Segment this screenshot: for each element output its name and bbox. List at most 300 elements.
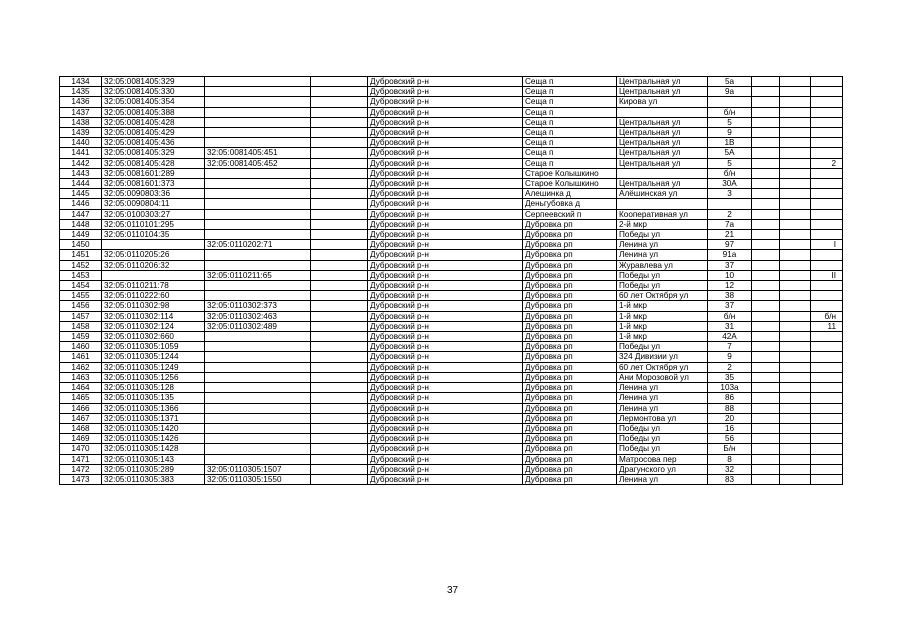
street-cell: Победы ул xyxy=(617,434,708,444)
col-9-cell xyxy=(752,281,780,291)
row-number-cell: 1454 xyxy=(60,281,102,291)
building-note-cell xyxy=(811,138,843,148)
table-row xyxy=(60,464,843,474)
house-number-cell: 9 xyxy=(708,352,752,362)
settlement-cell: Дубровка рп xyxy=(523,311,617,321)
district-cell: Дубровский р-н xyxy=(368,311,523,321)
empty-col-cell xyxy=(311,240,368,250)
cadastral-number-cell: 32:05:0081405:329 xyxy=(102,77,205,87)
empty-col-cell xyxy=(311,148,368,158)
cadastral-number-cell: 32:05:0081405:330 xyxy=(102,87,205,97)
table-row xyxy=(60,393,843,403)
street-cell: Победы ул xyxy=(617,423,708,433)
row-number-cell: 1434 xyxy=(60,77,102,87)
row-number-cell: 1450 xyxy=(60,240,102,250)
col-10-cell xyxy=(780,342,811,352)
linked-number-cell: 32:05:0110202:71 xyxy=(205,240,311,250)
table-row xyxy=(60,240,843,250)
district-cell: Дубровский р-н xyxy=(368,148,523,158)
row-number-cell: 1448 xyxy=(60,219,102,229)
settlement-cell: Дубровка рп xyxy=(523,270,617,280)
linked-number-cell xyxy=(205,97,311,107)
settlement-cell: Дубровка рп xyxy=(523,230,617,240)
col-9-cell xyxy=(752,240,780,250)
col-9-cell xyxy=(752,383,780,393)
table-row xyxy=(60,434,843,444)
house-number-cell: 103а xyxy=(708,383,752,393)
row-number-cell: 1461 xyxy=(60,352,102,362)
col-9-cell xyxy=(752,332,780,342)
cadastral-number-cell: 32:05:0081405:428 xyxy=(102,158,205,168)
settlement-cell: Дубровка рп xyxy=(523,321,617,331)
col-9-cell xyxy=(752,270,780,280)
col-10-cell xyxy=(780,240,811,250)
linked-number-cell xyxy=(205,199,311,209)
col-9-cell xyxy=(752,138,780,148)
empty-col-cell xyxy=(311,291,368,301)
row-number-cell: 1440 xyxy=(60,138,102,148)
col-10-cell xyxy=(780,158,811,168)
linked-number-cell: 32:05:0110302:463 xyxy=(205,311,311,321)
col-9-cell xyxy=(752,117,780,127)
house-number-cell: 32 xyxy=(708,464,752,474)
district-cell: Дубровский р-н xyxy=(368,250,523,260)
row-number-cell: 1439 xyxy=(60,128,102,138)
linked-number-cell xyxy=(205,209,311,219)
linked-number-cell xyxy=(205,179,311,189)
building-note-cell xyxy=(811,332,843,342)
row-number-cell: 1455 xyxy=(60,291,102,301)
building-note-cell xyxy=(811,342,843,352)
col-9-cell xyxy=(752,209,780,219)
empty-col-cell xyxy=(311,332,368,342)
street-cell: Ленина ул xyxy=(617,250,708,260)
settlement-cell: Сеща п xyxy=(523,158,617,168)
house-number-cell: б/н xyxy=(708,107,752,117)
building-note-cell xyxy=(811,454,843,464)
cadastral-number-cell: 32:05:0090803:36 xyxy=(102,189,205,199)
district-cell: Дубровский р-н xyxy=(368,372,523,382)
empty-col-cell xyxy=(311,444,368,454)
empty-col-cell xyxy=(311,393,368,403)
cadastral-number-cell: 32:05:0110211:78 xyxy=(102,281,205,291)
table-row xyxy=(60,117,843,127)
linked-number-cell xyxy=(205,107,311,117)
street-cell: 2-й мкр xyxy=(617,219,708,229)
district-cell: Дубровский р-н xyxy=(368,117,523,127)
col-9-cell xyxy=(752,250,780,260)
empty-col-cell xyxy=(311,352,368,362)
street-cell: Алёшинская ул xyxy=(617,189,708,199)
col-9-cell xyxy=(752,107,780,117)
empty-col-cell xyxy=(311,77,368,87)
row-number-cell: 1456 xyxy=(60,301,102,311)
street-cell: Победы ул xyxy=(617,281,708,291)
settlement-cell: Дубровка рп xyxy=(523,474,617,484)
row-number-cell: 1463 xyxy=(60,372,102,382)
settlement-cell: Серпеевский п xyxy=(523,209,617,219)
street-cell: Кооперативная ул xyxy=(617,209,708,219)
settlement-cell: Дубровка рп xyxy=(523,454,617,464)
table-row xyxy=(60,342,843,352)
building-note-cell: 11 xyxy=(811,321,843,331)
table-row xyxy=(60,270,843,280)
empty-col-cell xyxy=(311,128,368,138)
col-9-cell xyxy=(752,362,780,372)
house-number-cell: 91а xyxy=(708,250,752,260)
street-cell: 1-й мкр xyxy=(617,311,708,321)
col-10-cell xyxy=(780,321,811,331)
row-number-cell: 1471 xyxy=(60,454,102,464)
row-number-cell: 1438 xyxy=(60,117,102,127)
empty-col-cell xyxy=(311,362,368,372)
district-cell: Дубровский р-н xyxy=(368,332,523,342)
house-number-cell: 20 xyxy=(708,413,752,423)
building-note-cell xyxy=(811,413,843,423)
settlement-cell: Дубровка рп xyxy=(523,383,617,393)
col-9-cell xyxy=(752,444,780,454)
empty-col-cell xyxy=(311,474,368,484)
empty-col-cell xyxy=(311,372,368,382)
table-row xyxy=(60,87,843,97)
col-9-cell xyxy=(752,454,780,464)
district-cell: Дубровский р-н xyxy=(368,107,523,117)
settlement-cell: Дубровка рп xyxy=(523,444,617,454)
house-number-cell: 7а xyxy=(708,219,752,229)
district-cell: Дубровский р-н xyxy=(368,168,523,178)
cadastral-number-cell: 32:05:0081405:388 xyxy=(102,107,205,117)
col-10-cell xyxy=(780,199,811,209)
row-number-cell: 1464 xyxy=(60,383,102,393)
building-note-cell xyxy=(811,474,843,484)
row-number-cell: 1460 xyxy=(60,342,102,352)
col-10-cell xyxy=(780,393,811,403)
street-cell: 1-й мкр xyxy=(617,332,708,342)
building-note-cell xyxy=(811,179,843,189)
house-number-cell: 30А xyxy=(708,179,752,189)
district-cell: Дубровский р-н xyxy=(368,352,523,362)
district-cell: Дубровский р-н xyxy=(368,393,523,403)
building-note-cell: I xyxy=(811,240,843,250)
settlement-cell: Дубровка рп xyxy=(523,362,617,372)
street-cell xyxy=(617,168,708,178)
col-9-cell xyxy=(752,403,780,413)
house-number-cell: б/н xyxy=(708,311,752,321)
col-10-cell xyxy=(780,148,811,158)
house-number-cell: 56 xyxy=(708,434,752,444)
table-row xyxy=(60,107,843,117)
district-cell: Дубровский р-н xyxy=(368,199,523,209)
cadastral-number-cell: 32:05:0090804:11 xyxy=(102,199,205,209)
street-cell: 60 лет Октября ул xyxy=(617,362,708,372)
building-note-cell xyxy=(811,423,843,433)
col-10-cell xyxy=(780,270,811,280)
building-note-cell xyxy=(811,444,843,454)
street-cell: Ани Морозовой ул xyxy=(617,372,708,382)
empty-col-cell xyxy=(311,209,368,219)
linked-number-cell xyxy=(205,138,311,148)
district-cell: Дубровский р-н xyxy=(368,454,523,464)
empty-col-cell xyxy=(311,179,368,189)
linked-number-cell xyxy=(205,393,311,403)
district-cell: Дубровский р-н xyxy=(368,281,523,291)
settlement-cell: Дубровка рп xyxy=(523,342,617,352)
district-cell: Дубровский р-н xyxy=(368,158,523,168)
house-number-cell: 16 xyxy=(708,423,752,433)
row-number-cell: 1452 xyxy=(60,260,102,270)
col-9-cell xyxy=(752,291,780,301)
col-10-cell xyxy=(780,413,811,423)
house-number-cell: 88 xyxy=(708,403,752,413)
table-row xyxy=(60,281,843,291)
col-9-cell xyxy=(752,168,780,178)
linked-number-cell xyxy=(205,117,311,127)
building-note-cell xyxy=(811,87,843,97)
building-note-cell xyxy=(811,230,843,240)
table-row xyxy=(60,260,843,270)
linked-number-cell xyxy=(205,250,311,260)
cadastral-number-cell: 32:05:0110101:295 xyxy=(102,219,205,229)
house-number-cell: 83 xyxy=(708,474,752,484)
row-number-cell: 1453 xyxy=(60,270,102,280)
settlement-cell: Сеща п xyxy=(523,128,617,138)
settlement-cell: Сеща п xyxy=(523,97,617,107)
settlement-cell: Сеща п xyxy=(523,117,617,127)
row-number-cell: 1441 xyxy=(60,148,102,158)
settlement-cell: Дубровка рп xyxy=(523,281,617,291)
col-10-cell xyxy=(780,250,811,260)
empty-col-cell xyxy=(311,117,368,127)
street-cell: Центральная ул xyxy=(617,138,708,148)
house-number-cell: 10 xyxy=(708,270,752,280)
building-note-cell xyxy=(811,189,843,199)
col-9-cell xyxy=(752,158,780,168)
row-number-cell: 1443 xyxy=(60,168,102,178)
house-number-cell: 38 xyxy=(708,291,752,301)
table-row xyxy=(60,168,843,178)
col-10-cell xyxy=(780,97,811,107)
street-cell: Центральная ул xyxy=(617,148,708,158)
col-9-cell xyxy=(752,423,780,433)
building-note-cell xyxy=(811,372,843,382)
empty-col-cell xyxy=(311,413,368,423)
district-cell: Дубровский р-н xyxy=(368,138,523,148)
settlement-cell: Дубровка рп xyxy=(523,393,617,403)
linked-number-cell: 32:05:0110305:1550 xyxy=(205,474,311,484)
street-cell: Центральная ул xyxy=(617,117,708,127)
table-row xyxy=(60,372,843,382)
col-10-cell xyxy=(780,383,811,393)
col-9-cell xyxy=(752,179,780,189)
house-number-cell: 1В xyxy=(708,138,752,148)
empty-col-cell xyxy=(311,97,368,107)
row-number-cell: 1445 xyxy=(60,189,102,199)
settlement-cell: Сеща п xyxy=(523,87,617,97)
district-cell: Дубровский р-н xyxy=(368,413,523,423)
building-note-cell xyxy=(811,434,843,444)
street-cell: Победы ул xyxy=(617,230,708,240)
row-number-cell: 1437 xyxy=(60,107,102,117)
col-9-cell xyxy=(752,230,780,240)
col-9-cell xyxy=(752,434,780,444)
street-cell xyxy=(617,107,708,117)
cadastral-number-cell: 32:05:0110302:660 xyxy=(102,332,205,342)
street-cell: Ленина ул xyxy=(617,474,708,484)
building-note-cell: б/н xyxy=(811,311,843,321)
linked-number-cell xyxy=(205,332,311,342)
linked-number-cell: 32:05:0110302:373 xyxy=(205,301,311,311)
building-note-cell xyxy=(811,352,843,362)
linked-number-cell xyxy=(205,413,311,423)
cadastral-number-cell: 32:05:0110206:32 xyxy=(102,260,205,270)
street-cell: 60 лет Октября ул xyxy=(617,291,708,301)
col-10-cell xyxy=(780,107,811,117)
col-10-cell xyxy=(780,209,811,219)
house-number-cell: 7 xyxy=(708,342,752,352)
building-note-cell xyxy=(811,383,843,393)
table-row xyxy=(60,383,843,393)
house-number-cell: 42А xyxy=(708,332,752,342)
col-10-cell xyxy=(780,189,811,199)
settlement-cell: Алешинка д xyxy=(523,189,617,199)
cadastral-number-cell: 32:05:0081405:429 xyxy=(102,128,205,138)
col-9-cell xyxy=(752,372,780,382)
table-row xyxy=(60,321,843,331)
house-number-cell: 86 xyxy=(708,393,752,403)
empty-col-cell xyxy=(311,281,368,291)
col-10-cell xyxy=(780,372,811,382)
house-number-cell: 2 xyxy=(708,362,752,372)
table-row xyxy=(60,474,843,484)
row-number-cell: 1435 xyxy=(60,87,102,97)
street-cell: Драгунского ул xyxy=(617,464,708,474)
row-number-cell: 1442 xyxy=(60,158,102,168)
table-row xyxy=(60,413,843,423)
settlement-cell: Сеща п xyxy=(523,138,617,148)
col-10-cell xyxy=(780,454,811,464)
district-cell: Дубровский р-н xyxy=(368,87,523,97)
table-row xyxy=(60,454,843,464)
cadastral-number-cell: 32:05:0110305:1428 xyxy=(102,444,205,454)
house-number-cell: б/н xyxy=(708,168,752,178)
col-10-cell xyxy=(780,301,811,311)
linked-number-cell xyxy=(205,362,311,372)
cadastral-number-cell: 32:05:0110305:1059 xyxy=(102,342,205,352)
cadastral-number-cell: 32:05:0110305:289 xyxy=(102,464,205,474)
building-note-cell xyxy=(811,148,843,158)
empty-col-cell xyxy=(311,321,368,331)
linked-number-cell xyxy=(205,342,311,352)
empty-col-cell xyxy=(311,454,368,464)
empty-col-cell xyxy=(311,342,368,352)
row-number-cell: 1459 xyxy=(60,332,102,342)
col-9-cell xyxy=(752,97,780,107)
house-number-cell: 31 xyxy=(708,321,752,331)
table-row xyxy=(60,189,843,199)
empty-col-cell xyxy=(311,423,368,433)
linked-number-cell: 32:05:0081405:451 xyxy=(205,148,311,158)
table-body xyxy=(60,77,843,485)
cadastral-number-cell: 32:05:0110305:1249 xyxy=(102,362,205,372)
district-cell: Дубровский р-н xyxy=(368,97,523,107)
settlement-cell: Старое Колышкино xyxy=(523,179,617,189)
col-10-cell xyxy=(780,352,811,362)
row-number-cell: 1449 xyxy=(60,230,102,240)
row-number-cell: 1472 xyxy=(60,464,102,474)
district-cell: Дубровский р-н xyxy=(368,128,523,138)
district-cell: Дубровский р-н xyxy=(368,240,523,250)
settlement-cell: Дубровка рп xyxy=(523,403,617,413)
col-10-cell xyxy=(780,128,811,138)
table-row xyxy=(60,158,843,168)
linked-number-cell xyxy=(205,444,311,454)
district-cell: Дубровский р-н xyxy=(368,321,523,331)
building-note-cell xyxy=(811,260,843,270)
linked-number-cell xyxy=(205,87,311,97)
street-cell: Ленина ул xyxy=(617,393,708,403)
empty-col-cell xyxy=(311,260,368,270)
row-number-cell: 1457 xyxy=(60,311,102,321)
building-note-cell xyxy=(811,219,843,229)
empty-col-cell xyxy=(311,219,368,229)
col-9-cell xyxy=(752,189,780,199)
cadastral-number-cell: 32:05:0110305:128 xyxy=(102,383,205,393)
col-10-cell xyxy=(780,260,811,270)
settlement-cell: Сеща п xyxy=(523,77,617,87)
building-note-cell: 2 xyxy=(811,158,843,168)
street-cell: Лермонтова ул xyxy=(617,413,708,423)
house-number-cell: 9а xyxy=(708,87,752,97)
street-cell: 1-й мкр xyxy=(617,321,708,331)
col-10-cell xyxy=(780,230,811,240)
cadastral-number-cell: 32:05:0110305:1426 xyxy=(102,434,205,444)
linked-number-cell xyxy=(205,291,311,301)
district-cell: Дубровский р-н xyxy=(368,464,523,474)
row-number-cell: 1447 xyxy=(60,209,102,219)
house-number-cell: 37 xyxy=(708,260,752,270)
table-row xyxy=(60,403,843,413)
linked-number-cell: 32:05:0110211:65 xyxy=(205,270,311,280)
building-note-cell xyxy=(811,464,843,474)
house-number-cell: 5 xyxy=(708,117,752,127)
row-number-cell: 1469 xyxy=(60,434,102,444)
settlement-cell: Дубровка рп xyxy=(523,219,617,229)
street-cell: Центральная ул xyxy=(617,87,708,97)
settlement-cell: Дубровка рп xyxy=(523,423,617,433)
table-row xyxy=(60,179,843,189)
col-9-cell xyxy=(752,352,780,362)
settlement-cell: Дубровка рп xyxy=(523,250,617,260)
col-9-cell xyxy=(752,260,780,270)
empty-col-cell xyxy=(311,230,368,240)
cadastral-number-cell: 32:05:0110205:26 xyxy=(102,250,205,260)
table-row xyxy=(60,250,843,260)
empty-col-cell xyxy=(311,403,368,413)
table-row xyxy=(60,219,843,229)
cadastral-number-cell: 32:05:0110302:114 xyxy=(102,311,205,321)
empty-col-cell xyxy=(311,189,368,199)
empty-col-cell xyxy=(311,138,368,148)
col-9-cell xyxy=(752,464,780,474)
cadastral-number-cell: 32:05:0110305:1366 xyxy=(102,403,205,413)
empty-col-cell xyxy=(311,250,368,260)
col-9-cell xyxy=(752,321,780,331)
col-10-cell xyxy=(780,444,811,454)
house-number-cell: 8 xyxy=(708,454,752,464)
col-10-cell xyxy=(780,403,811,413)
cadastral-number-cell: 32:05:0110305:1244 xyxy=(102,352,205,362)
street-cell: Центральная ул xyxy=(617,77,708,87)
